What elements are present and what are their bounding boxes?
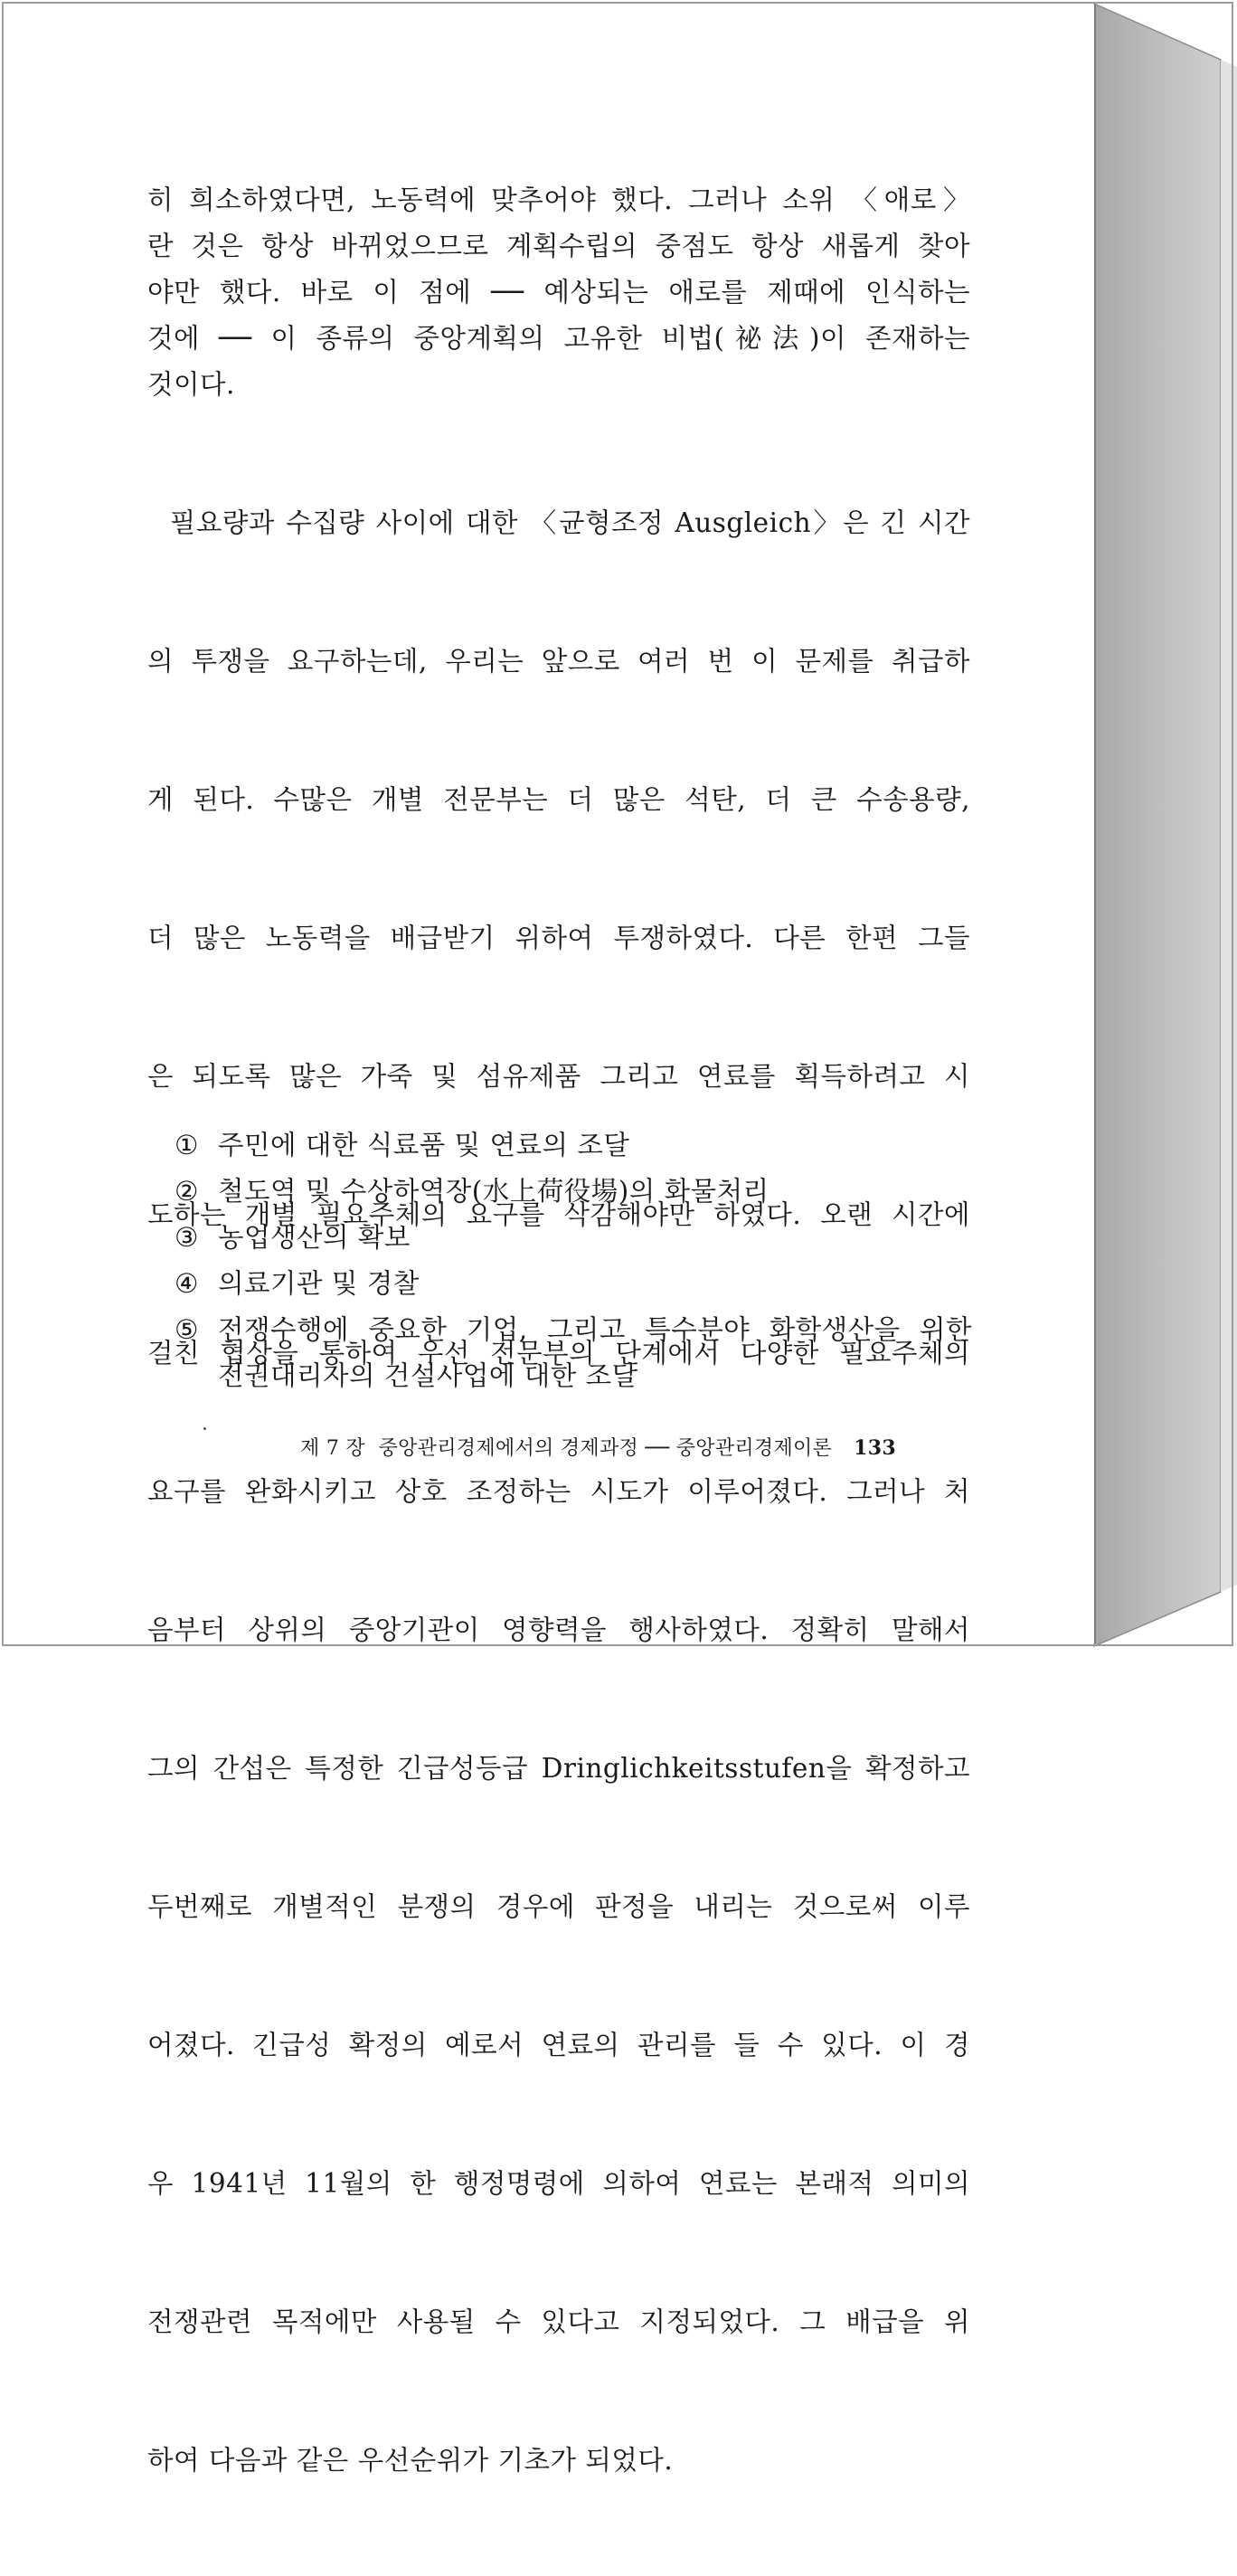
text-line: 요구를 완화시키고 상호 조정하는 시도가 이루어졌다. 그러나 처 (147, 1476, 970, 1507)
text-line: 전쟁관련 목적에만 사용될 수 있다고 지정되었다. 그 배급을 위 (147, 2306, 970, 2337)
priority-list (175, 1122, 972, 1399)
list-item (175, 1169, 972, 1215)
paragraph-1 (147, 177, 970, 408)
text-line: 야만 했다. 바로 이 점에 ── 예상되는 애로를 제때에 인식하는 (147, 277, 970, 308)
list-item (175, 1122, 972, 1169)
text-line: 우 1941년 11월의 한 행정명령에 의하여 연료는 본래적 의미의 (147, 2168, 970, 2199)
text-line: 게 된다. 수많은 개별 전문부는 더 많은 석탄, 더 큰 수송용량, (147, 784, 970, 815)
text-line: 필요량과 수집량 사이에 대한 〈균형조정 Ausgleich〉은 긴 시간 (147, 507, 970, 538)
text-line: 히 희소하였다면, 노동력에 맞추어야 했다. 그러나 소위 〈애로〉 (147, 185, 970, 215)
list-item-number: ⑤ (175, 1314, 199, 1345)
text-line: 걸친 협상을 통하여 우선 전문부의 단계에서 다양한 필요주체의 (147, 1338, 970, 1368)
text-line: 어졌다. 긴급성 확정의 예로서 연료의 관리를 들 수 있다. 이 경 (147, 2030, 970, 2060)
list-item-text: 전권대리자의 건설사업에 대한 조달 (218, 1360, 638, 1391)
list-item-text: 주민에 대한 식료품 및 연료의 조달 (218, 1130, 630, 1160)
list-item-text: 전쟁수행에 중요한 기업, 그리고 특수분야 화학생산을 위한 (218, 1314, 972, 1345)
page-footer (300, 1433, 951, 1461)
list-item-number: ③ (175, 1222, 199, 1253)
text-line: 하여 다음과 같은 우선순위가 기초가 되었다. (147, 2445, 674, 2476)
text-line: 은 되도록 많은 가죽 및 섬유제품 그리고 연료를 획득하려고 시 (147, 1061, 970, 1092)
text-line: 그의 간섭은 특정한 긴급성등급 Dringlichkeitsstufen을 확정하고 (147, 1753, 970, 1784)
page-stack-edge (1094, 0, 1237, 1650)
list-item (175, 1261, 972, 1307)
list-item-text: 철도역 및 수상하역장(水上荷役場)의 화물처리 (218, 1176, 770, 1207)
list-item-text: 의료기관 및 경찰 (218, 1268, 420, 1299)
list-item-continuation (175, 1353, 972, 1399)
list-item-number: ② (175, 1176, 199, 1207)
text-line: 음부터 상위의 중앙기관이 영향력을 행사하였다. 정확히 말해서 (147, 1615, 970, 1645)
text-line: 더 많은 노동력을 배급받기 위하여 투쟁하였다. 다른 한편 그들 (147, 923, 970, 953)
list-item (175, 1215, 972, 1261)
list-item-number: ① (175, 1130, 199, 1160)
page-number: 133 (854, 1436, 896, 1460)
print-speck (203, 1427, 206, 1430)
list-item-number: ④ (175, 1268, 199, 1299)
text-line: 도하는 개별 필요주체의 요구를 삭감해야만 하였다. 오랜 시간에 (147, 1199, 970, 1230)
list-item-text: 농업생산의 확보 (218, 1222, 411, 1253)
text-line: 두번째로 개별적인 분쟁의 경우에 판정을 내리는 것으로써 이루 (147, 1891, 970, 1922)
text-line: 란 것은 항상 바뀌었으므로 계획수립의 중점도 항상 새롭게 찾아 (147, 231, 970, 261)
text-line: 것이다. (147, 369, 235, 400)
running-head: 제 7 장 중앙관리경제에서의 경제과정 ── 중앙관리경제이론 (300, 1437, 833, 1460)
paragraph-2 (147, 408, 970, 2576)
list-item (175, 1307, 972, 1353)
text-line: 의 투쟁을 요구하는데, 우리는 앞으로 여러 번 이 문제를 취급하 (147, 646, 970, 677)
text-line: 것에 ── 이 종류의 중앙계획의 고유한 비법(祕法)이 존재하는 (147, 323, 970, 354)
